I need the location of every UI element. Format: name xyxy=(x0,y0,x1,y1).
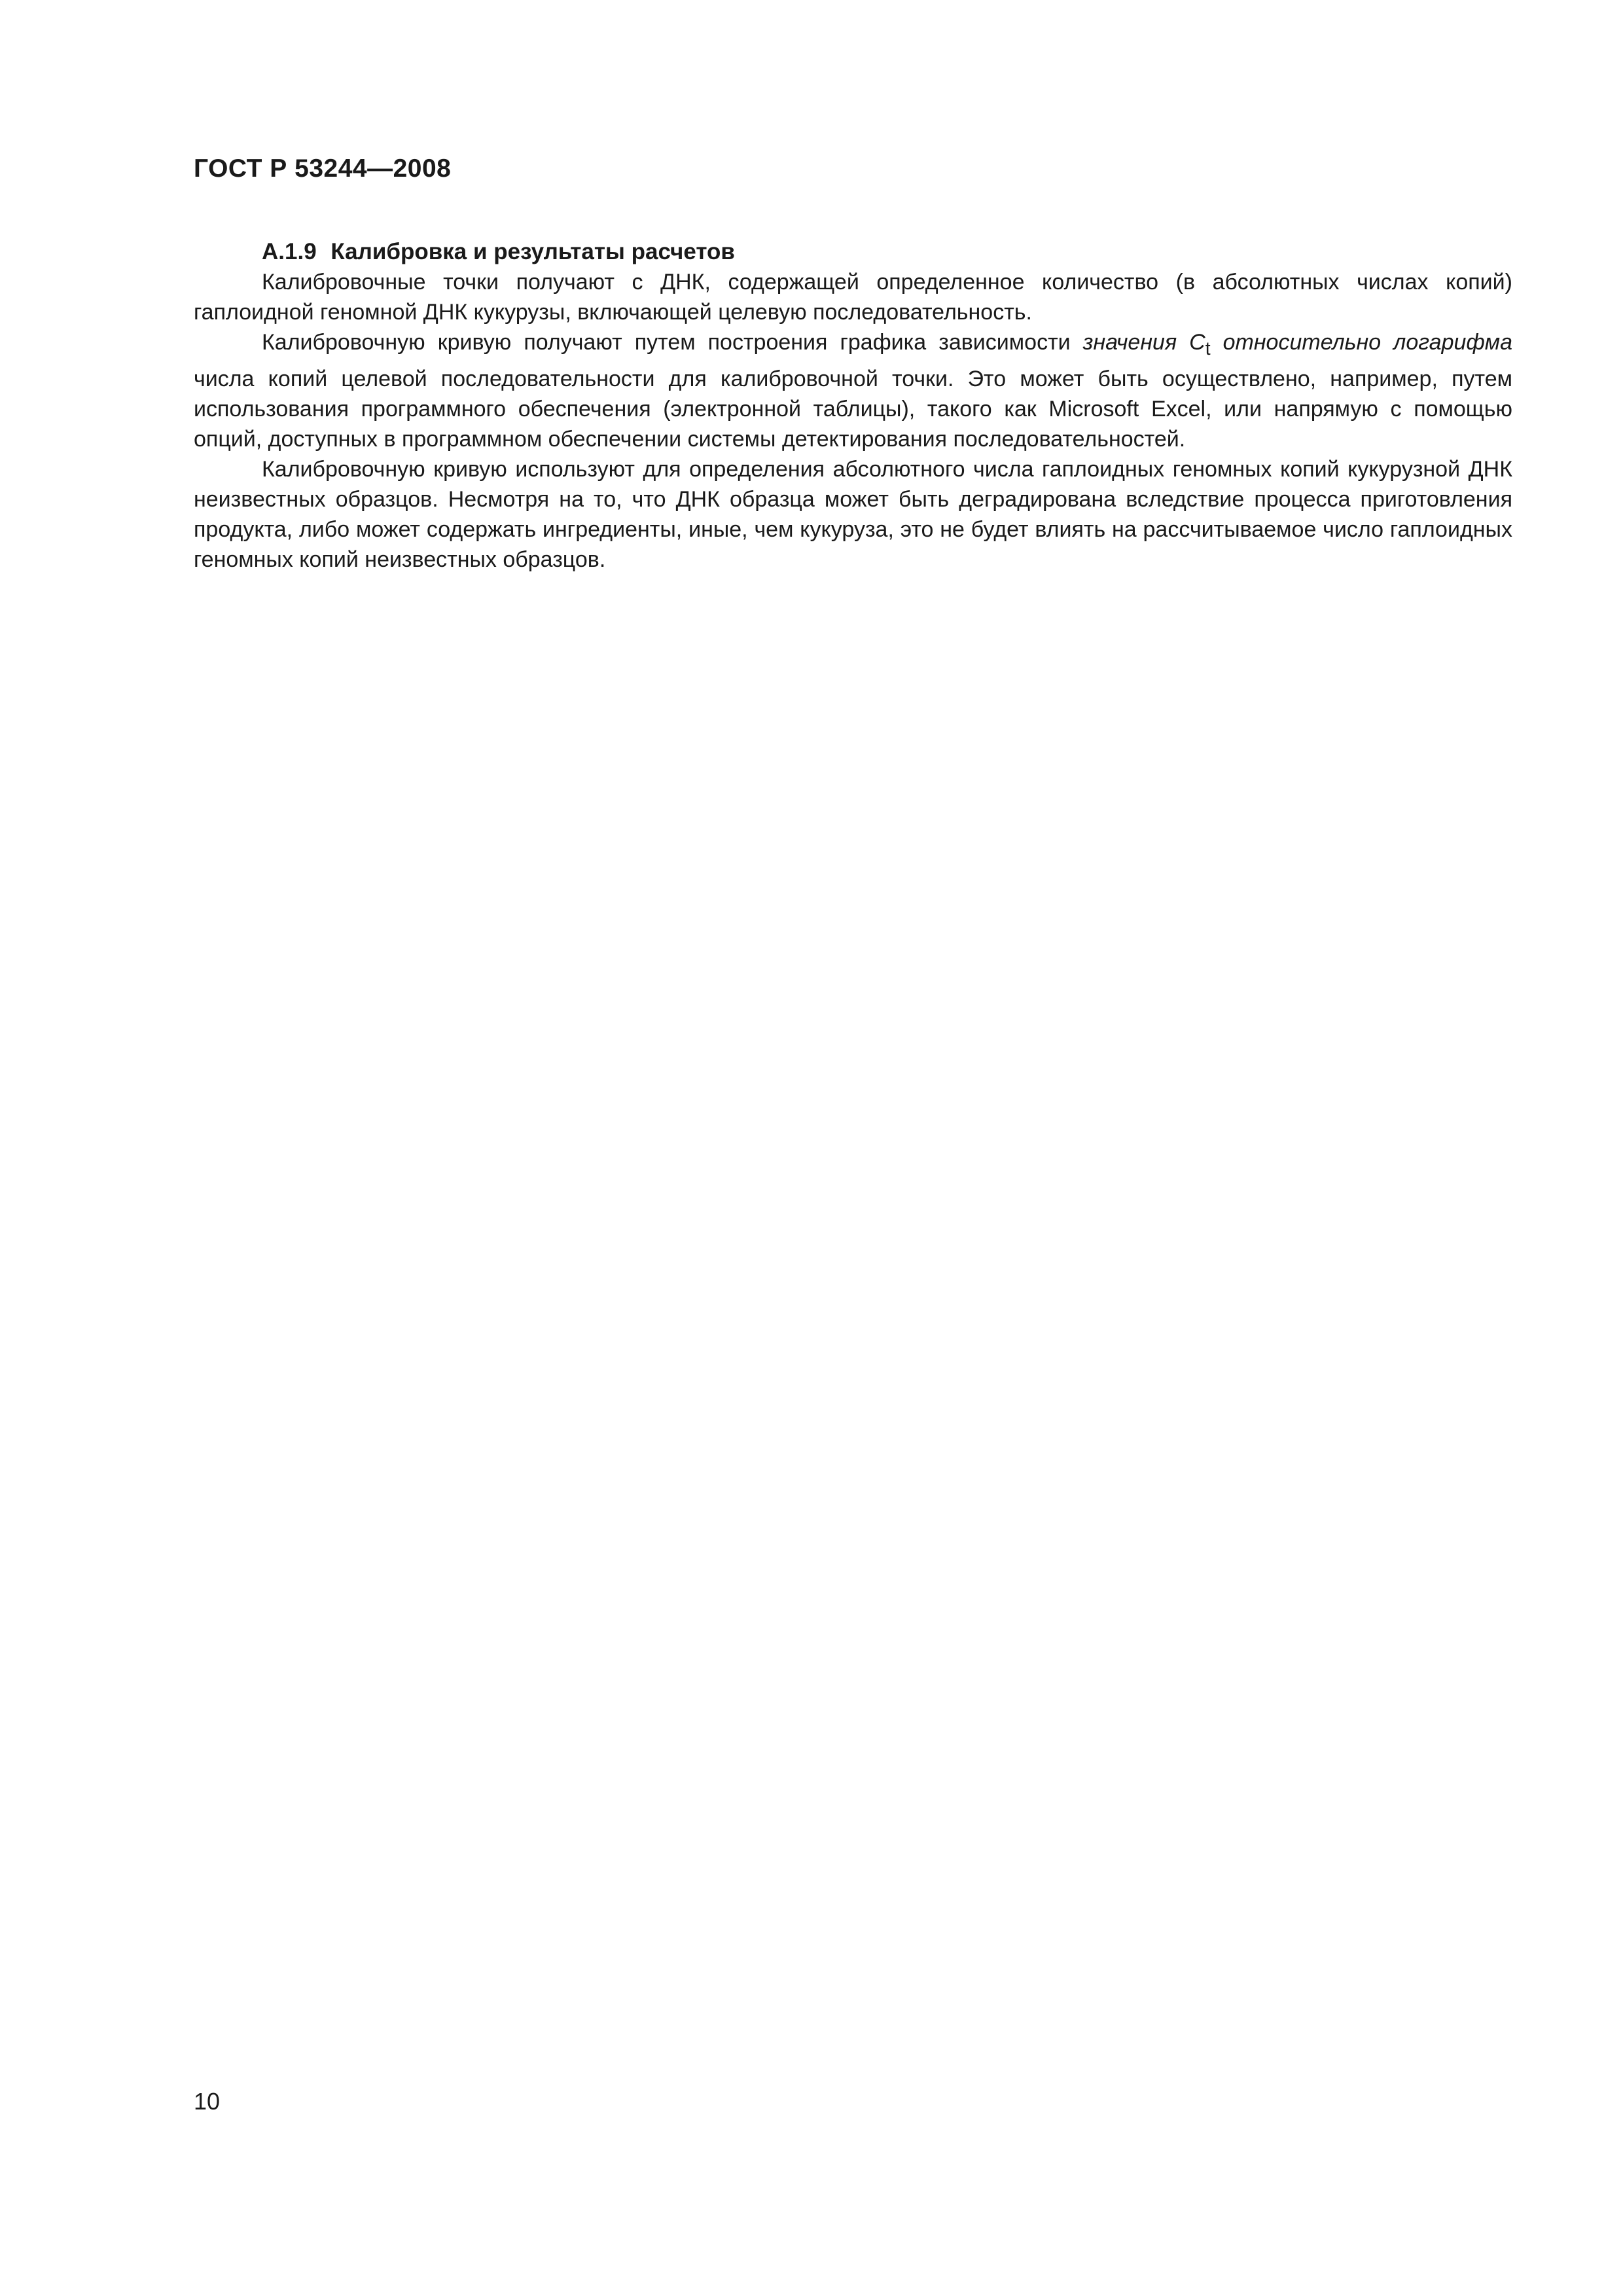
page-content xyxy=(194,237,1512,575)
section-heading xyxy=(194,237,1512,267)
ct-subscript: t xyxy=(1205,338,1211,359)
paragraph-curve-usage: Калибровочную кривую используют для определения абсолютного числа гаплоидных геномных копий кукурузной ДНК неизвестных образцов. Несмотря на то, что ДНК образца может быть деградирована вследствие процесса приготовления продукта, либо может содержать ингредиенты, иные, чем кукуруза, это не будет влиять на рассчитываемое число гаплоидных геномных копий неизвестных образцов. xyxy=(194,456,1512,572)
paragraph-calibration-curve xyxy=(194,327,1512,454)
paragraph-2-rest: числа копий целевой последовательности для калибровочной точки. Это может быть осуществлено, например, путем использования программного обеспечения (электронной таблицы), такого как Microsoft Excel, или напрямую с помощью опций, доступных в программном обеспечении системы детектирования последовательностей. xyxy=(194,366,1512,452)
paragraph-2-italic-value: значения C xyxy=(1082,330,1205,355)
paragraph-calibration-points: Калибровочные точки получают с ДНК, содержащей определенное количество (в абсолютных числах копий) гаплоидной геномной ДНК кукурузы, включающей целевую последовательность. xyxy=(194,270,1512,325)
section-title: Калибровка и результаты расчетов xyxy=(330,239,735,264)
paragraph-2-lead: Калибровочную кривую получают путем построения графика зависимости xyxy=(262,330,1083,355)
page-number: 10 xyxy=(194,2088,221,2115)
document-code-header: ГОСТ Р 53244—2008 xyxy=(194,154,452,183)
section-number: А.1.9 xyxy=(262,239,317,264)
paragraph-2-italic-log: относительно логарифма xyxy=(1210,330,1513,355)
